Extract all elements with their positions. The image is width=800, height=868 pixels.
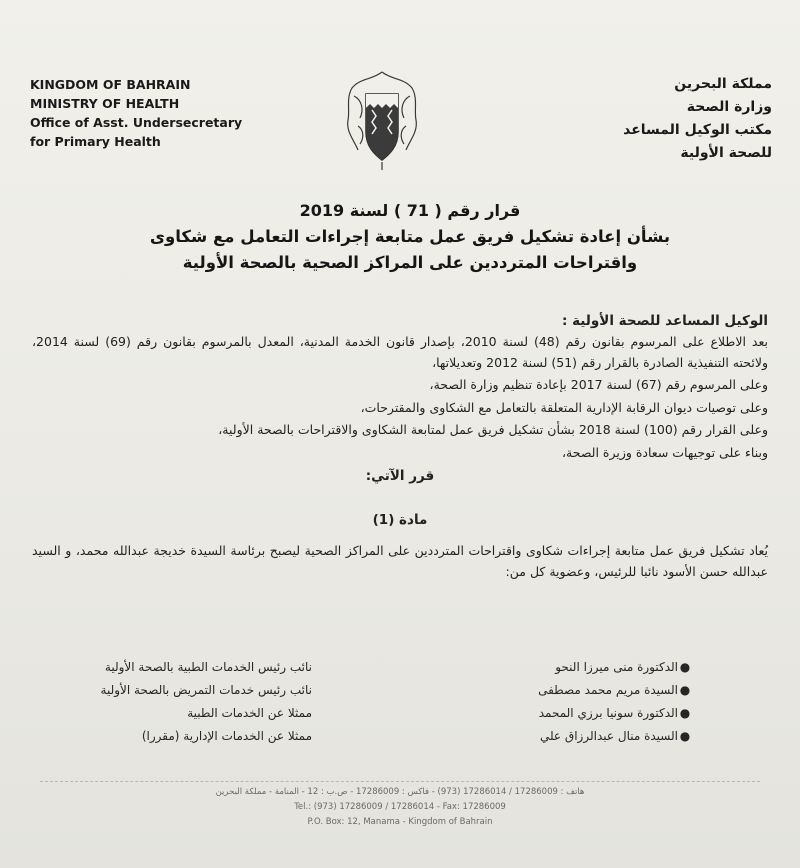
bahrain-emblem-icon (342, 66, 422, 174)
member-list (62, 655, 692, 747)
footer-contact (80, 785, 720, 830)
list-item (62, 724, 692, 747)
member-name: الدكتورة منى ميرزا النحو (555, 659, 678, 674)
bullet-icon: ● (679, 705, 691, 720)
decision-subject-line: واقتراحات المترددين على المراكز الصحية بالصحة الأولية (182, 253, 638, 272)
letterhead-arabic (512, 73, 772, 165)
preamble-paragraph: وبناء على توجيهات سعادة وزيرة الصحة، (562, 444, 768, 460)
preamble-paragraph: وعلى المرسوم رقم (67) لسنة 2017 بإعادة تنظيم وزارة الصحة، (429, 377, 768, 392)
letterhead-ar-line: مكتب الوكيل المساعد (623, 122, 772, 138)
article-title: مادة (1) (372, 512, 428, 528)
footer-line: Tel.: (973) 17286009 / 17286014 - Fax: 17286009 (294, 802, 506, 812)
member-role: ممثلا عن الخدمات الطبية (187, 705, 312, 720)
member-role: نائب رئيس خدمات التمريض بالصحة الأولية (100, 682, 312, 697)
footer-line: P.O. Box: 12, Manama - Kingdom of Bahrain (307, 817, 493, 827)
decision-body (32, 310, 768, 584)
letterhead-ar-line: وزارة الصحة (686, 99, 772, 115)
list-item (62, 678, 692, 701)
member-name: الدكتورة سونيا برزي المحمد (538, 705, 678, 720)
addressee: الوكيل المساعد للصحة الأولية : (562, 313, 768, 329)
list-item (62, 701, 692, 724)
letterhead-ar-line: للصحة الأولية (680, 145, 772, 161)
member-role: نائب رئيس الخدمات الطبية بالصحة الأولية (104, 659, 312, 674)
bullet-icon: ● (679, 682, 691, 697)
letterhead-ar-line: مملكة البحرين (674, 76, 772, 92)
letterhead-english (30, 75, 330, 151)
decided-heading: قرر الآتي: (365, 468, 435, 484)
list-item (62, 655, 692, 678)
preamble-paragraph: بعد الاطلاع على المرسوم بقانون رقم (48) لسنة 2010، بإصدار قانون الخدمة المدنية، المعدل بالمرسوم بقانون رقم (69) لسنة 2014، ولائحته التنفيذية الصادرة بالقرار رقم (51) لسنة 2012 وتعديلاتها، (32, 334, 769, 370)
preamble-paragraph: وعلى القرار رقم (100) لسنة 2018 بشأن تشكيل فريق عمل لمتابعة الشكاوى والاقتراحات بالصحة الأولية، (218, 422, 768, 437)
member-role: ممثلا عن الخدمات الإدارية (مقررا) (141, 728, 312, 743)
footer-line: هاتف : 17286009 / 17286014 (973) - فاكس : 17286009 - ص.ب : 12 - المنامة - مملكة البحرين (215, 787, 585, 797)
decision-number: قرار رقم ( 71 ) لسنة 2019 (299, 201, 521, 220)
member-name: السيدة مريم محمد مصطفى (538, 682, 678, 697)
footer-divider (40, 781, 760, 782)
letterhead-en-line: KINGDOM OF BAHRAIN (30, 77, 191, 92)
preamble-paragraph: وعلى توصيات ديوان الرقابة الإدارية المتعلقة بالتعامل مع الشكاوى والمقترحات، (360, 399, 768, 415)
member-name: السيدة منال عبدالرزاق علي (539, 728, 678, 743)
letterhead-en-line: for Primary Health (30, 134, 161, 149)
decision-subject-line: بشأن إعادة تشكيل فريق عمل متابعة إجراءات التعامل مع شكاوى (149, 227, 671, 246)
bullet-icon: ● (679, 728, 691, 743)
article-text: يُعاد تشكيل فريق عمل متابعة إجراءات شكاوى واقتراحات المترددين على المراكز الصحية ليصبح برئاسة السيدة خديجة عبدالله محمد، و السيد عبدالله حسن الأسود نائبا للرئيس، وعضوية كل من: (32, 543, 768, 579)
letterhead-en-line: MINISTRY OF HEALTH (30, 96, 180, 111)
bullet-icon: ● (679, 659, 691, 674)
letterhead-en-line: Office of Asst. Undersecretary (30, 115, 243, 130)
decision-title (110, 198, 710, 276)
